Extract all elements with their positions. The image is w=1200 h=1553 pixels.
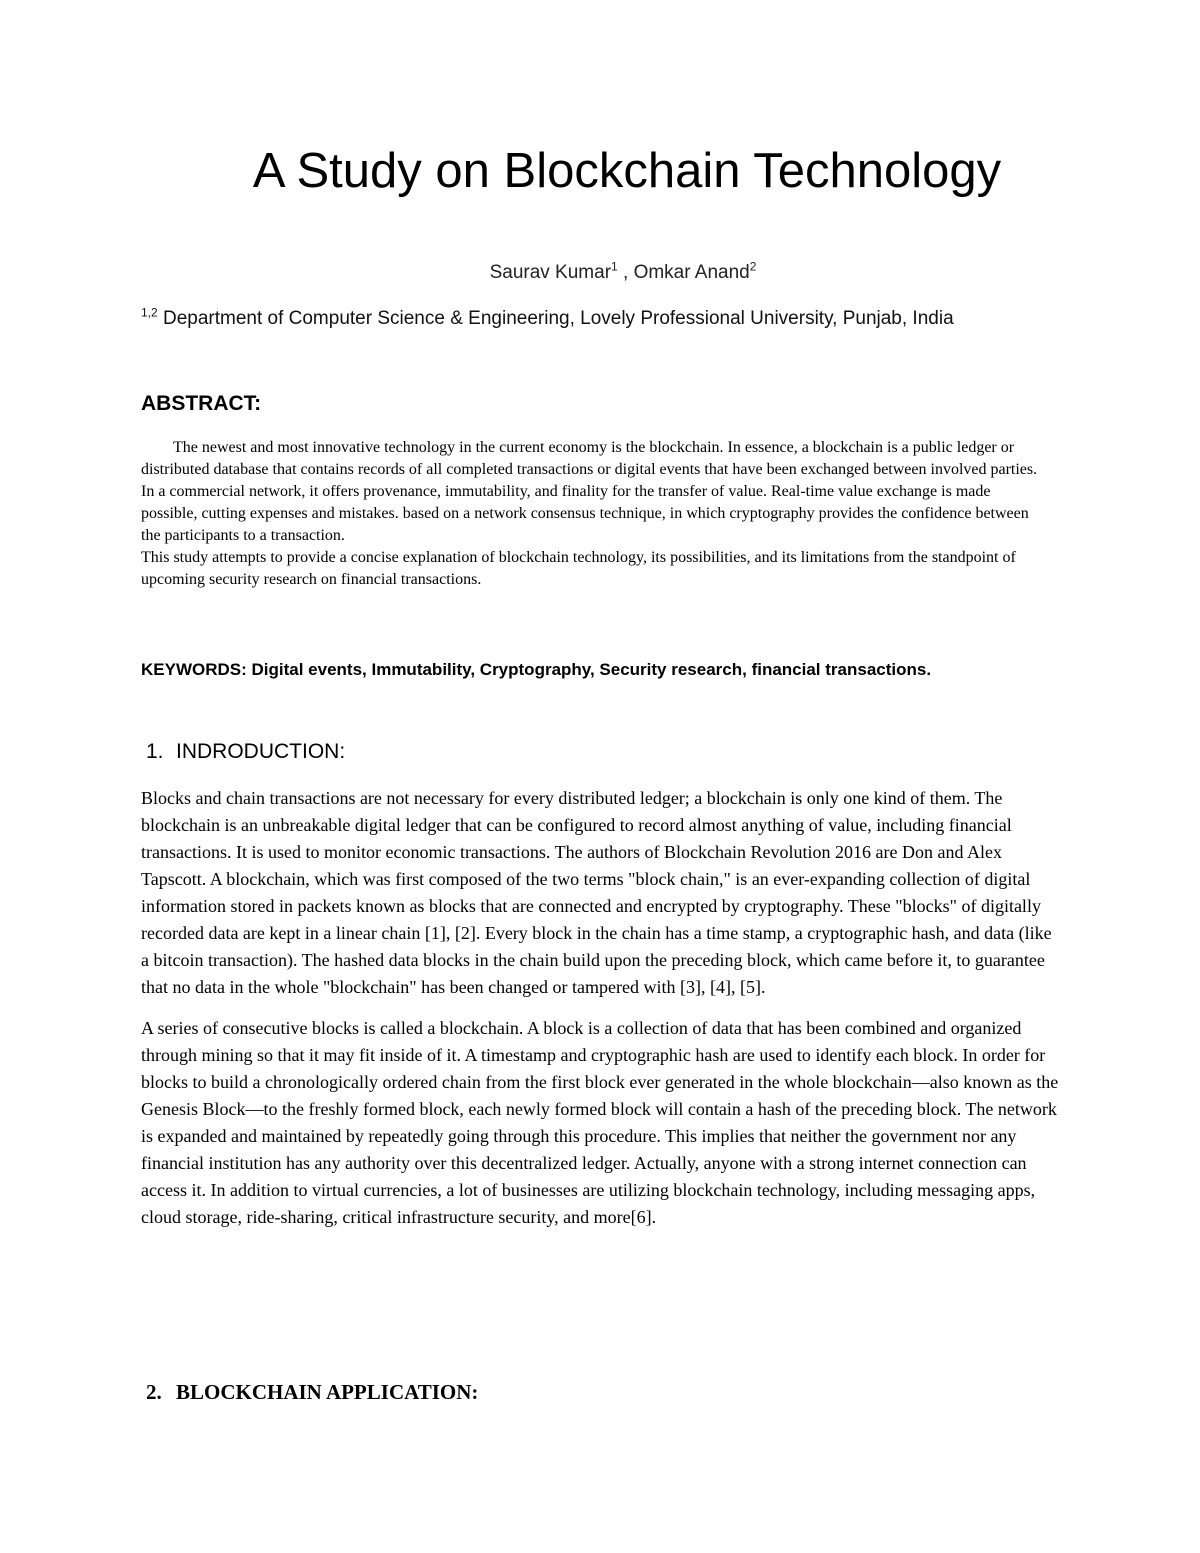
author-line: [0, 259, 1200, 284]
section-number: 2.: [146, 1380, 162, 1404]
affiliation-text: Department of Computer Science & Engineering, Lovely Professional University, Punjab, India: [157, 308, 954, 329]
section-heading-blockchain-application: [146, 1380, 478, 1405]
section-number: 1.: [146, 740, 164, 763]
paper-title: A Study on Blockchain Technology: [252, 144, 1002, 198]
body-paragraph: Blocks and chain transactions are not necessary for every distributed ledger; a blockchain is only one kind of them. The blockchain is an unbreakable digital ledger that can be configured to record almost anything of value, including financial transactions. It is used to monitor economic transactions. The authors of Blockchain Revolution 2016 are Don and Alex Tapscott. A blockchain, which was first composed of the two terms "block chain," is an ever-expanding collection of digital information stored in packets known as blocks that are connected and encrypted by cryptography. These "blocks" of digitally recorded data are kept in a linear chain [1], [2]. Every block in the chain has a time stamp, a cryptographic hash, and data (like a bitcoin transaction). The hashed data blocks in the chain build upon the preceding block, which came before it, to guarantee that no data in the whole "blockchain" has been changed or tampered with [3], [4], [5].: [141, 788, 1052, 997]
section-heading-introduction: [146, 740, 345, 764]
author-name: Saurav Kumar: [489, 262, 612, 283]
body-paragraph: A series of consecutive blocks is called a blockchain. A block is a collection of data that has been combined and organized through mining so that it may fit inside of it. A timestamp and cryptographic hash are used to identify each block. In order for blocks to build a chronologically ordered chain from the first block ever generated in the whole blockchain—also known as the Genesis Block—to the freshly formed block, each newly formed block will contain a hash of the preceding block. The network is expanded and maintained by repeatedly going through this procedure. This implies that neither the government nor any financial institution has any authority over this decentralized ledger. Actually, anyone with a strong internet connection can access it. In addition to virtual currencies, a lot of businesses are utilizing blockchain technology, including messaging apps, cloud storage, ride-sharing, critical infrastructure security, and more[6].: [141, 1018, 1059, 1227]
affiliation-mark: 1,2: [141, 305, 158, 320]
author-affiliation-mark: 2: [749, 259, 757, 274]
author-affiliation-mark: 1: [611, 259, 618, 274]
abstract-paragraph: The newest and most innovative technology in the current economy is the blockchain. In essence, a blockchain is a public ledger or distributed database that contains records of all completed transactions or digital events that have been exchanged between involved parties. In a commercial network, it offers provenance, immutability, and finality for the transfer of value. Real-time value exchange is made possible, cutting expenses and mistakes. based on a network consensus technique, in which cryptography provides the confidence between the participants to a transaction.: [141, 439, 1038, 544]
author-separator: ,: [617, 262, 634, 283]
abstract-body: [141, 437, 1041, 591]
keywords-line: KEYWORDS: Digital events, Immutability, Cryptography, Security research, financial transactions.: [141, 660, 932, 679]
section-title: BLOCKCHAIN APPLICATION:: [176, 1380, 479, 1404]
abstract-heading: ABSTRACT:: [141, 392, 262, 415]
author-name: Omkar Anand: [633, 262, 750, 283]
abstract-paragraph: This study attempts to provide a concise explanation of blockchain technology, its possibilities, and its limitations from the standpoint of upcoming security research on financial transactions.: [141, 549, 1016, 588]
affiliation-line: [141, 305, 954, 330]
section-title: INDRODUCTION:: [176, 740, 346, 763]
introduction-body: [141, 785, 1059, 1245]
